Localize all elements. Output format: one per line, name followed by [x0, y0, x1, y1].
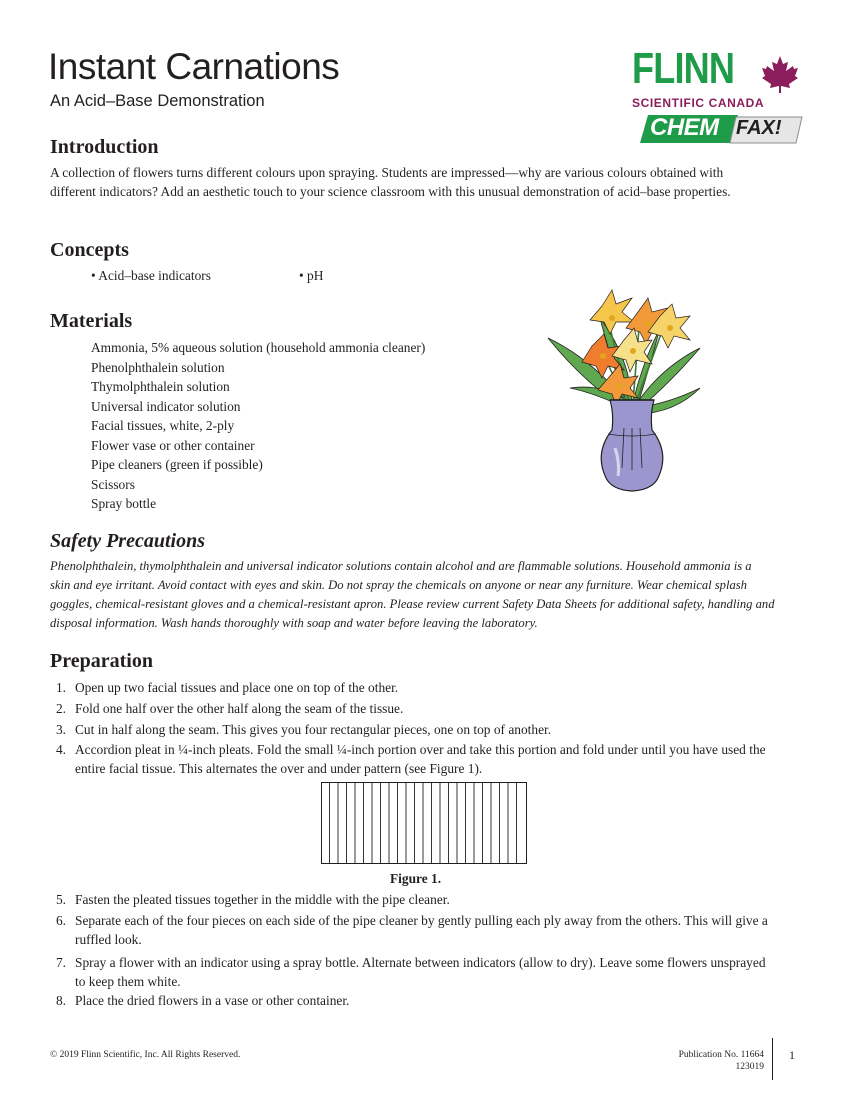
footer-publication	[600, 1049, 764, 1073]
publication-number: Publication No. 11664	[678, 1050, 764, 1060]
footer-divider	[772, 1038, 773, 1080]
step-number: 5.	[55, 892, 66, 907]
step-text: Fold one half over the other half along the seam of the tissue.	[75, 701, 404, 716]
materials-list	[91, 338, 425, 514]
material-item: Phenolphthalein solution	[91, 359, 225, 375]
logo-tagline: SCIENTIFIC CANADA	[632, 96, 765, 110]
footer-copyright: © 2019 Flinn Scientific, Inc. All Rights Reserved.	[50, 1050, 241, 1060]
material-item: Scissors	[91, 476, 135, 492]
concept-item: • Acid–base indicators	[91, 268, 211, 283]
step-number: 3.	[55, 722, 66, 737]
page-number: 1	[789, 1048, 795, 1062]
step-text: Separate each of the four pieces on each side of the pipe cleaner by gently pulling each ply away from the others. This will give a ruffled look.	[75, 913, 768, 947]
page-subtitle: An Acid–Base Demonstration	[50, 92, 265, 110]
material-item: Thymolphthalein solution	[91, 379, 230, 394]
figure-caption: Figure 1.	[390, 871, 442, 886]
concept-item: • pH	[299, 268, 324, 283]
flower-vase-illustration	[540, 288, 715, 496]
material-item: Ammonia, 5% aqueous solution (household ammonia cleaner)	[91, 340, 426, 355]
logo-brand-text: FLINN	[632, 44, 735, 93]
chem-badge-text: CHEM	[650, 114, 719, 141]
publication-code: 123019	[735, 1062, 764, 1072]
material-item: Universal indicator solution	[91, 398, 241, 414]
step-text: Spray a flower with an indicator using a spray bottle. Alternate between indicators (allow to dry). Leave some flowers unsprayed to keep them white.	[75, 955, 766, 989]
preparation-heading: Preparation	[50, 650, 153, 672]
introduction-text: A collection of flowers turns different colours upon spraying. Students are impressed—why are various colours obtained with different indicators? Add an aesthetic touch to your science classroom with this unusual demonstration of acid–base properties.	[50, 165, 731, 199]
step-text: Cut in half along the seam. This gives you four rectangular pieces, one on top of another.	[75, 722, 552, 737]
introduction-heading: Introduction	[50, 136, 159, 158]
material-item: Spray bottle	[91, 496, 157, 511]
concepts-heading: Concepts	[50, 239, 129, 261]
step-number: 4.	[55, 742, 66, 757]
material-item: Flower vase or other container	[91, 437, 255, 453]
safety-heading: Safety Precautions	[50, 530, 205, 552]
flinn-logo	[628, 44, 804, 150]
page-title: Instant Carnations	[48, 46, 340, 87]
material-item: Pipe cleaners (green if possible)	[91, 457, 263, 472]
step-text: Fasten the pleated tissues together in the middle with the pipe cleaner.	[75, 892, 450, 907]
step-number: 6.	[55, 913, 66, 928]
materials-heading: Materials	[50, 310, 133, 332]
concept-label: pH	[307, 268, 324, 283]
step-text: Place the dried flowers in a vase or other container.	[75, 993, 350, 1008]
step-text: Open up two facial tissues and place one on top of the other.	[75, 680, 399, 695]
step-number: 7.	[55, 955, 66, 970]
step-number: 8.	[55, 993, 66, 1008]
maple-leaf-icon	[760, 54, 800, 94]
step-number: 2.	[55, 701, 66, 716]
safety-text: Phenolphthalein, thymolphthalein and universal indicator solutions contain alcohol and are flammable solutions. Household ammonia is a skin and eye irritant. Avoid contact with eyes and skin. Do not spray the chemicals on anyone or near any furniture. Wear chemical splash goggles, chemical-resistant gloves and a chemical-resistant apron. Please review current Safety Data Sheets for additional safety, handling and disposal information. Wash hands thoroughly with soap and water before leaving the laboratory.	[50, 559, 775, 630]
fax-badge-text: FAX!	[736, 117, 782, 139]
concept-label: Acid–base indicators	[98, 268, 211, 283]
pleated-tissue-figure	[321, 782, 527, 864]
step-text: Accordion pleat in ¼-inch pleats. Fold the small ¼-inch portion over and take this portion and fold under until you have used the entire facial tissue. This alternates the over and under pattern (see Figure 1).	[75, 742, 766, 776]
step-number: 1.	[55, 680, 66, 695]
material-item: Facial tissues, white, 2-ply	[91, 418, 235, 433]
